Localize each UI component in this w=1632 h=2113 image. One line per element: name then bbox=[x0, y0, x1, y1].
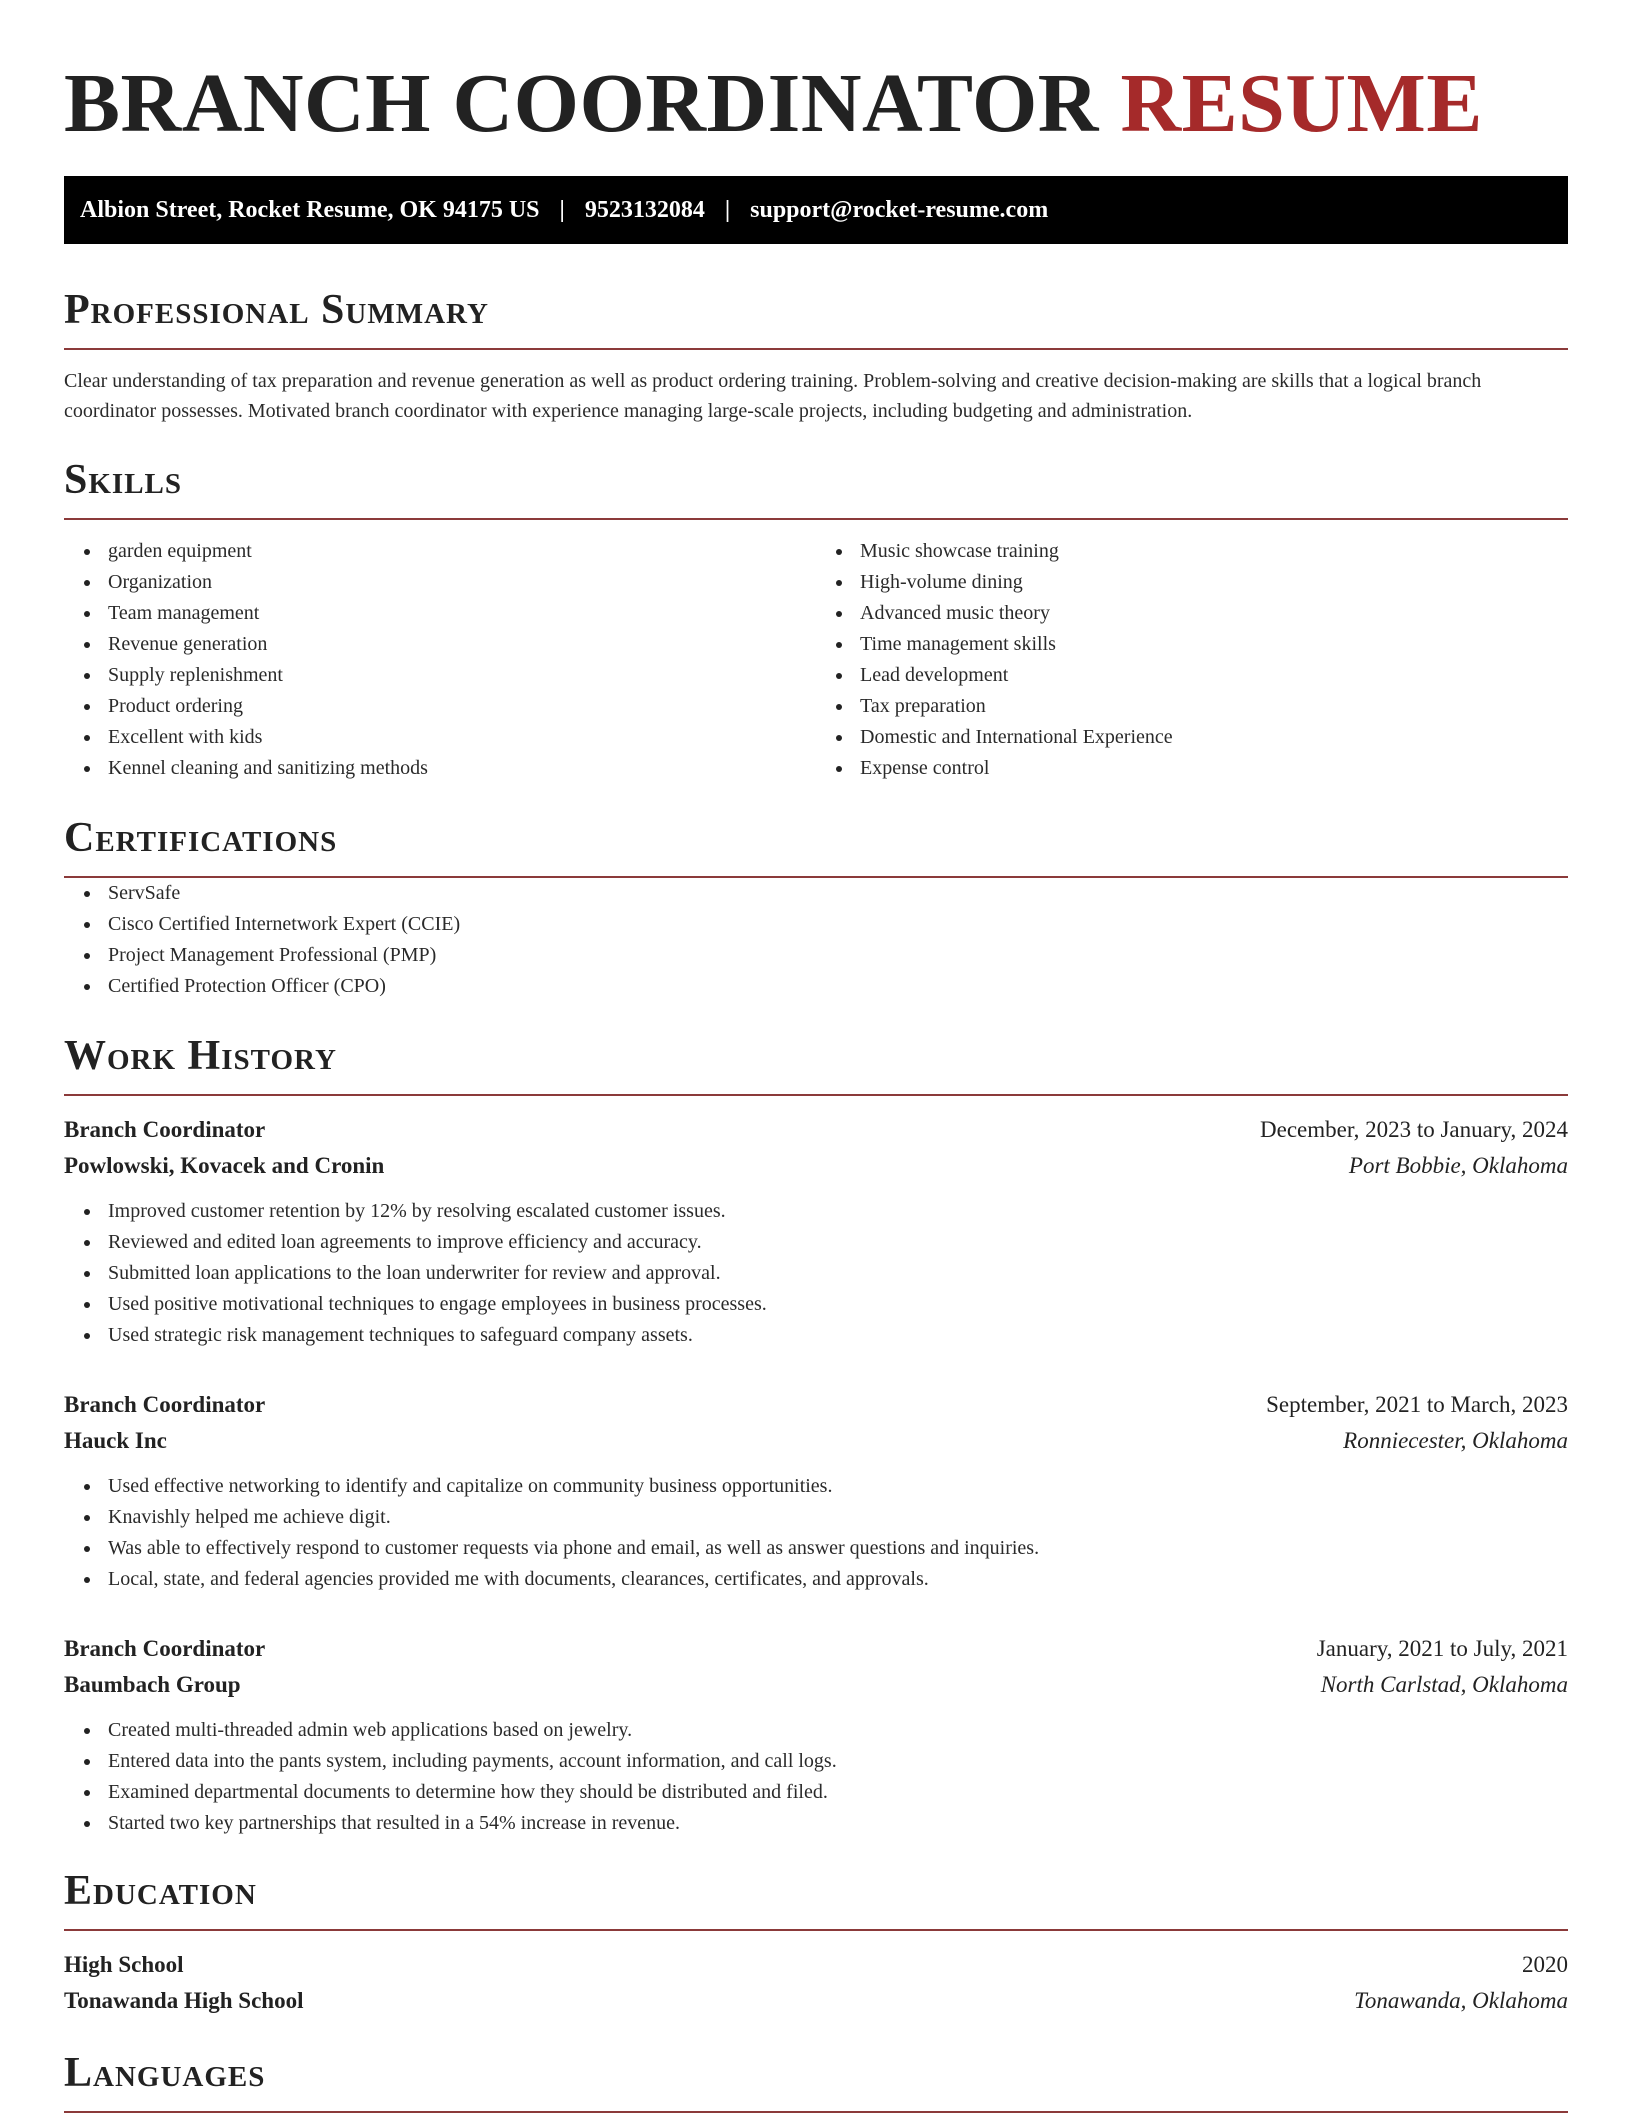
job-header-row bbox=[64, 1631, 1568, 1667]
section-title-skills: Skills bbox=[64, 454, 1568, 520]
work-history-section bbox=[64, 1030, 1568, 1839]
skill-item: Team management bbox=[108, 598, 816, 629]
job-company: Powlowski, Kovacek and Cronin bbox=[64, 1153, 385, 1178]
education-school-row bbox=[64, 1983, 1568, 2019]
title-accent: RESUME bbox=[1120, 57, 1483, 150]
job-bullet: Reviewed and edited loan agreements to improve efficiency and accuracy. bbox=[108, 1227, 1568, 1258]
contact-bar bbox=[64, 176, 1568, 244]
contact-email[interactable]: support@rocket-resume.com bbox=[750, 197, 1049, 223]
job-bullets bbox=[64, 1715, 1568, 1839]
job-location: Port Bobbie, Oklahoma bbox=[1348, 1153, 1568, 1178]
contact-phone[interactable]: 9523132084 bbox=[584, 197, 705, 223]
languages-section bbox=[64, 2047, 1568, 2113]
skill-item: Music showcase training bbox=[860, 536, 1568, 567]
skill-item: Advanced music theory bbox=[860, 598, 1568, 629]
job-bullets bbox=[64, 1196, 1568, 1351]
contact-separator: | bbox=[559, 197, 565, 223]
skills-column-left bbox=[64, 536, 816, 784]
skill-item: garden equipment bbox=[108, 536, 816, 567]
job-company-row bbox=[64, 1423, 1568, 1459]
job-header-row bbox=[64, 1387, 1568, 1423]
section-title-summary: Professional Summary bbox=[64, 284, 1568, 350]
skill-item: Lead development bbox=[860, 660, 1568, 691]
section-title-education: Education bbox=[64, 1865, 1568, 1931]
skill-item: Organization bbox=[108, 567, 816, 598]
education-school: Tonawanda High School bbox=[64, 1988, 304, 2013]
title-main: BRANCH COORDINATOR bbox=[64, 57, 1121, 150]
skills-list-right bbox=[816, 536, 1568, 784]
job-location: North Carlstad, Oklahoma bbox=[1320, 1672, 1568, 1697]
summary-section bbox=[64, 284, 1568, 426]
job-location: Ronniecester, Oklahoma bbox=[1343, 1428, 1568, 1453]
skill-item: Kennel cleaning and sanitizing methods bbox=[108, 753, 816, 784]
skills-section bbox=[64, 454, 1568, 784]
section-title-certifications: Certifications bbox=[64, 812, 1568, 878]
skill-item: High-volume dining bbox=[860, 567, 1568, 598]
job-dates: December, 2023 to January, 2024 bbox=[1260, 1117, 1568, 1142]
job-entry bbox=[64, 1631, 1568, 1839]
education-degree: High School bbox=[64, 1952, 184, 1977]
section-title-languages: Languages bbox=[64, 2047, 1568, 2113]
skill-item: Expense control bbox=[860, 753, 1568, 784]
job-company: Baumbach Group bbox=[64, 1672, 241, 1697]
job-bullet: Used positive motivational techniques to engage employees in business processes. bbox=[108, 1289, 1568, 1320]
skills-column-right bbox=[816, 536, 1568, 784]
contact-separator: | bbox=[724, 197, 731, 223]
job-bullet: Was able to effectively respond to customer requests via phone and email, as well as answer questions and inquiries. bbox=[108, 1533, 1568, 1564]
skills-list-left bbox=[64, 536, 816, 784]
job-company: Hauck Inc bbox=[64, 1428, 167, 1453]
job-entry bbox=[64, 1387, 1568, 1595]
education-entry bbox=[64, 1947, 1568, 2019]
job-bullet: Local, state, and federal agencies provided me with documents, clearances, certificates, and approvals. bbox=[108, 1564, 1568, 1595]
job-dates: September, 2021 to March, 2023 bbox=[1266, 1392, 1568, 1417]
skill-item: Domestic and International Experience bbox=[860, 722, 1568, 753]
job-company-row bbox=[64, 1667, 1568, 1703]
job-bullet: Improved customer retention by 12% by resolving escalated customer issues. bbox=[108, 1196, 1568, 1227]
job-role: Branch Coordinator bbox=[64, 1636, 266, 1661]
job-entry bbox=[64, 1112, 1568, 1351]
certification-item: Project Management Professional (PMP) bbox=[108, 940, 1568, 971]
job-role: Branch Coordinator bbox=[64, 1117, 266, 1142]
certifications-list bbox=[64, 878, 1568, 1002]
job-role: Branch Coordinator bbox=[64, 1392, 266, 1417]
education-year: 2020 bbox=[1522, 1952, 1568, 1977]
skill-item: Revenue generation bbox=[108, 629, 816, 660]
skill-item: Time management skills bbox=[860, 629, 1568, 660]
education-header-row bbox=[64, 1947, 1568, 1983]
job-bullet: Started two key partnerships that resulted in a 54% increase in revenue. bbox=[108, 1808, 1568, 1839]
job-bullet: Knavishly helped me achieve digit. bbox=[108, 1502, 1568, 1533]
summary-text: Clear understanding of tax preparation and revenue generation as well as product ordering training. Problem-solving and creative decision-making are skills that a logical branch coordinator possesses. Motivated branch coordinator with experience managing large-scale projects, including budgeting and administration. bbox=[64, 370, 1482, 422]
skill-item: Tax preparation bbox=[860, 691, 1568, 722]
skill-item: Excellent with kids bbox=[108, 722, 816, 753]
education-section bbox=[64, 1865, 1568, 2019]
job-bullet: Submitted loan applications to the loan underwriter for review and approval. bbox=[108, 1258, 1568, 1289]
certification-item: ServSafe bbox=[108, 878, 1568, 909]
job-bullet: Used effective networking to identify and capitalize on community business opportunities. bbox=[108, 1471, 1568, 1502]
section-title-work-history: Work History bbox=[64, 1030, 1568, 1096]
job-bullet: Used strategic risk management techniques to safeguard company assets. bbox=[108, 1320, 1568, 1351]
education-location: Tonawanda, Oklahoma bbox=[1354, 1988, 1568, 2013]
certifications-section bbox=[64, 812, 1568, 1002]
job-header-row bbox=[64, 1112, 1568, 1148]
certification-item: Cisco Certified Internetwork Expert (CCIE) bbox=[108, 909, 1568, 940]
job-bullets bbox=[64, 1471, 1568, 1595]
job-dates: January, 2021 to July, 2021 bbox=[1316, 1636, 1568, 1661]
job-bullet: Created multi-threaded admin web applications based on jewelry. bbox=[108, 1715, 1568, 1746]
resume-title bbox=[64, 0, 1568, 152]
skill-item: Supply replenishment bbox=[108, 660, 816, 691]
skill-item: Product ordering bbox=[108, 691, 816, 722]
contact-address: Albion Street, Rocket Resume, OK 94175 US bbox=[80, 197, 540, 223]
skills-grid bbox=[64, 536, 1568, 784]
certification-item: Certified Protection Officer (CPO) bbox=[108, 971, 1568, 1002]
job-company-row bbox=[64, 1148, 1568, 1184]
job-bullet: Examined departmental documents to determine how they should be distributed and filed. bbox=[108, 1777, 1568, 1808]
job-bullet: Entered data into the pants system, including payments, account information, and call logs. bbox=[108, 1746, 1568, 1777]
